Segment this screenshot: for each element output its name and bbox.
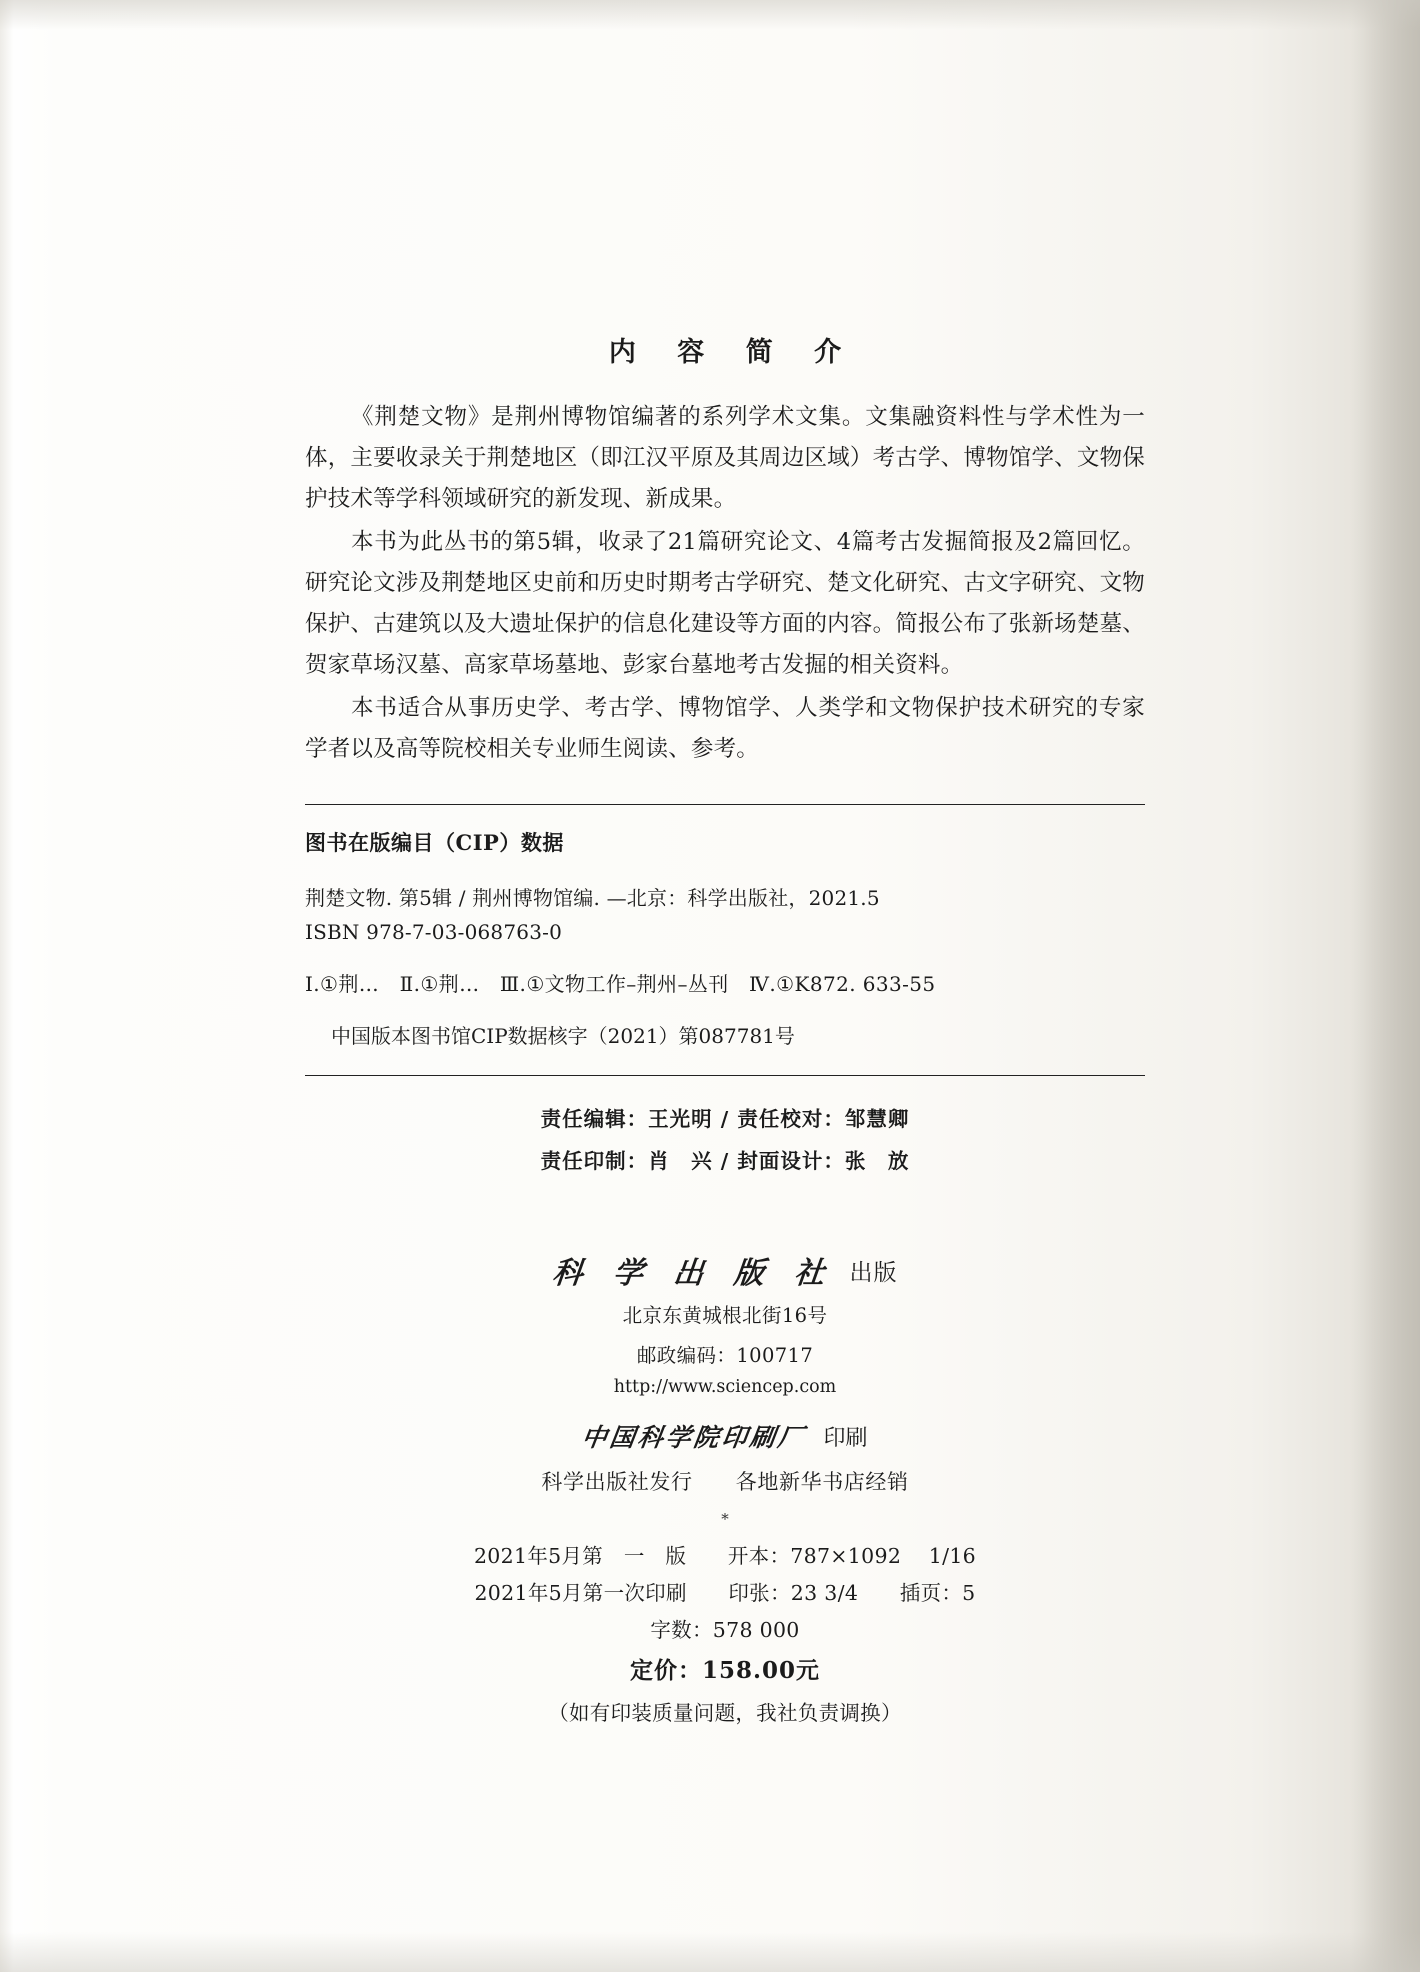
staff-line-editor: 责任编辑：王光明 / 责任校对：邹慧卿 [540,1107,910,1131]
imprint-wordcount-line: 字数：578 000 [650,1618,800,1642]
price-line: 定价：158.00元 [629,1657,821,1684]
divider-top [305,804,1145,805]
publisher-address: 北京东黄城根北街16号 [622,1304,828,1327]
imprint-block [305,1538,1145,1733]
cip-check-number: 中国版本图书馆CIP数据核字（2021）第087781号 [331,1024,795,1048]
science-press-logo: 科 学 出 版 社 [550,1256,836,1291]
cip-spacer-2 [305,1001,1145,1019]
distribution-line: 科学出版社发行 各地新华书店经销 [541,1470,909,1494]
abstract-paragraph: 本书适合从事历史学、考古学、博物馆学、人类学和文物保护技术研究的专家学者以及高等院校相关专业师生阅读、参考。 [305,695,1145,762]
imprint-edition-line: 2021年5月第 一 版 开本：787×1092 1/16 [473,1544,977,1568]
printer-suffix: 印刷 [823,1425,868,1451]
imprint-printing-line: 2021年5月第一次印刷 印张：23 3/4 插页：5 [474,1581,976,1605]
publisher-suffix: 出版 [849,1259,898,1286]
page-edge-right [1350,0,1420,1972]
staff-credits [305,1098,1145,1182]
staff-line-printing: 责任印制：肖 兴 / 封面设计：张 放 [540,1149,910,1173]
abstract-body [305,397,1145,770]
page-edge-top [0,0,1420,30]
cip-classification: Ⅰ.①荆… Ⅱ.①荆… Ⅲ.①文物工作–荆州–丛刊 Ⅳ.①K872. 633-55 [305,972,936,996]
publisher-row [305,1248,1145,1292]
abstract-paragraph: 本书为此丛书的第5辑，收录了21篇研究论文、4篇考古发掘简报及2篇回忆。研究论文涉及荆楚地区史前和历史时期考古学研究、楚文化研究、古文字研究、文物保护、古建筑以及大遗址保护的信息化建设等方面的内容。简报公布了张新场楚墓、贺家草场汉墓、高家草场墓地、彭家台墓地考古发掘的相关资料。 [305,529,1145,678]
divider-bottom [305,1075,1145,1076]
page-edge-bottom [0,1932,1420,1972]
page-content [305,330,1145,1733]
publisher-url[interactable]: http://www.sciencep.com [613,1377,837,1397]
abstract-title: 内 容 简 介 [608,337,858,368]
cip-entry-line-2: ISBN 978-7-03-068763-0 [305,920,563,944]
cip-entry-line-1: 荆楚文物. 第5辑 / 荆州博物馆编. —北京：科学出版社，2021.5 [305,886,880,910]
cip-heading: 图书在版编目（CIP）数据 [305,830,564,855]
publisher-postcode: 邮政编码：100717 [636,1344,814,1367]
quality-note: （如有印装质量问题，我社负责调换） [548,1701,902,1725]
page-edge-left [0,0,14,1972]
printer-row [305,1418,1145,1454]
cip-spacer [305,949,1145,967]
printer-logo: 中国科学院印刷厂 [580,1423,809,1452]
abstract-paragraph: 《荆楚文物》是荆州博物馆编著的系列学术文集。文集融资料性与学术性为一体，主要收录关于荆楚地区（即江汉平原及其周边区域）考古学、博物馆学、文物保护技术等学科领域研究的新发现、新成果。 [305,404,1145,512]
separator-asterisk: * [721,1510,729,1528]
